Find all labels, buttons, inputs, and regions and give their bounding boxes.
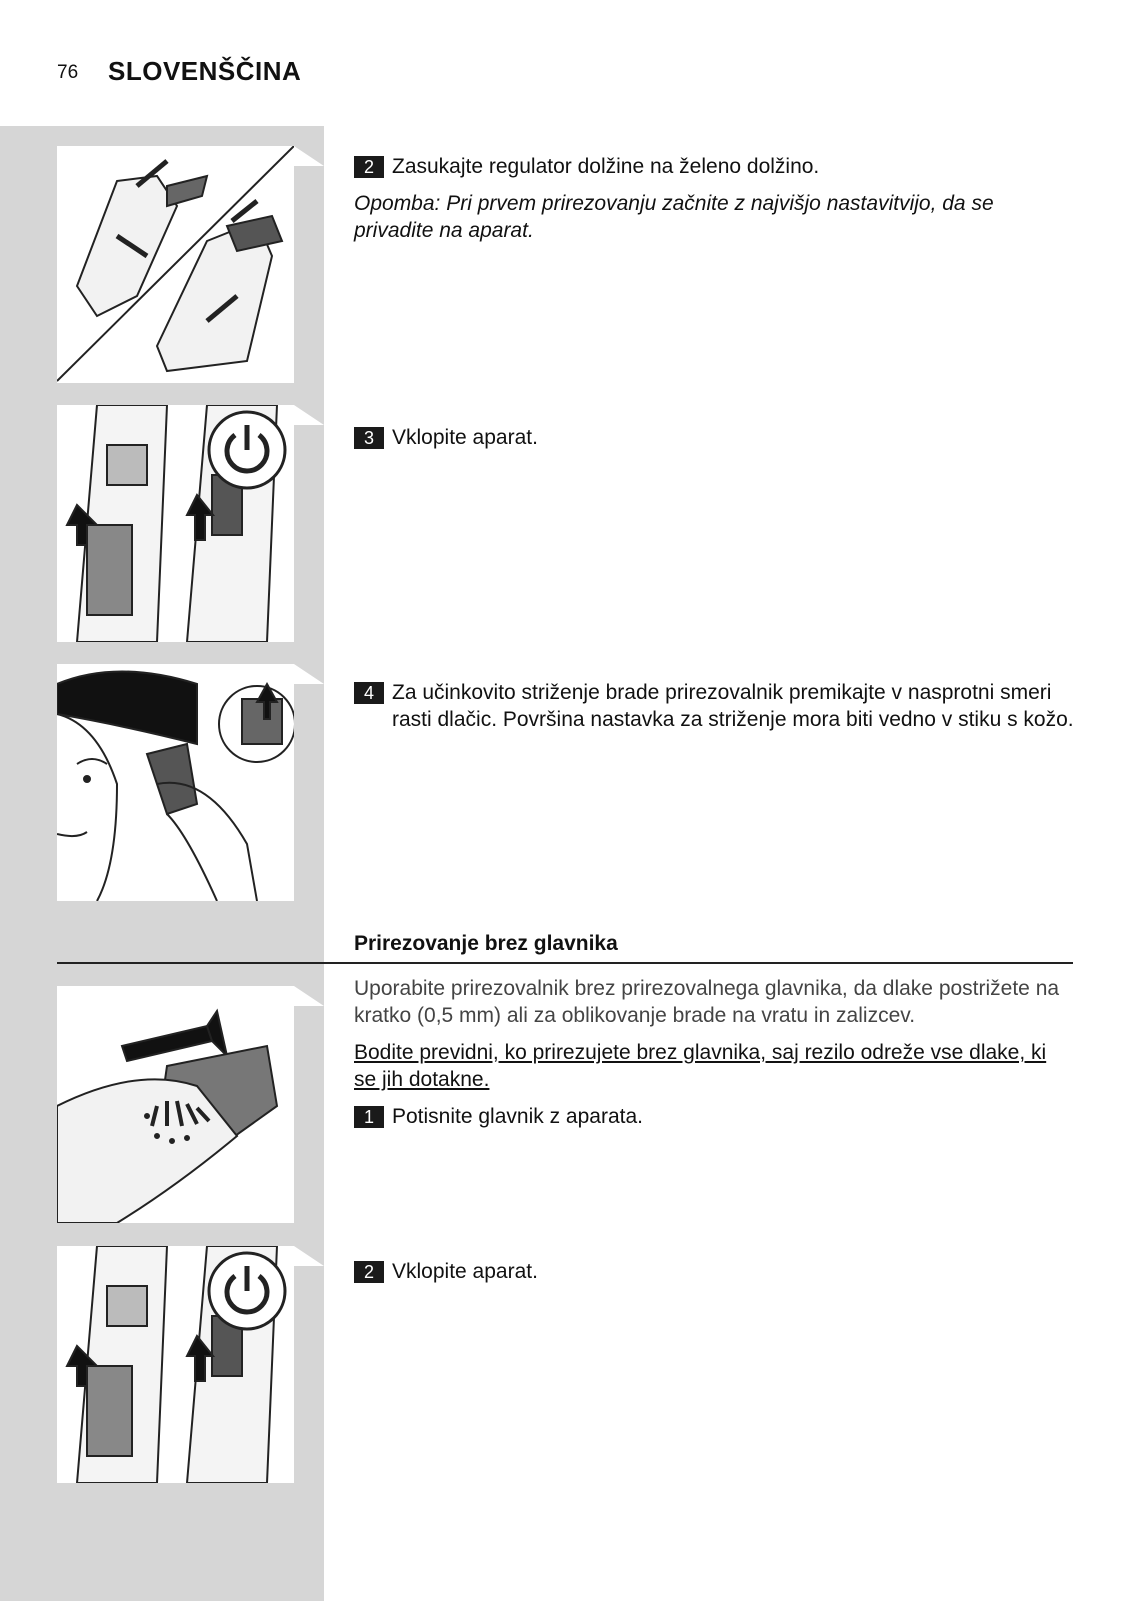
section-title: SLOVENŠČINA [108, 56, 302, 86]
step-block-switch-on [354, 424, 1074, 451]
step-item [354, 1258, 1074, 1285]
illustration-beard-trimming [57, 664, 294, 901]
step-text: Potisnite glavnik z aparata. [392, 1105, 643, 1128]
page-number: 76 [57, 62, 79, 83]
section-divider [57, 962, 1073, 964]
section-intro: Uporabite prirezovalnik brez prirezovalnega glavnika, da dlake postrižete na kratko (0,5 mm) ali za oblikovanje brade na vratu in zalizcev. [354, 977, 1060, 1027]
pointer-arrow-4 [294, 986, 324, 1026]
step-item [354, 153, 1074, 180]
step-note: Opomba: Pri prvem prirezovanju začnite z najvišjo nastavitvijo, da se privadite na aparat. [354, 192, 994, 242]
section-body [354, 975, 1074, 1130]
step-item [354, 679, 1074, 733]
step-block-beard [354, 679, 1074, 733]
step-block-switch-on-2 [354, 1258, 1074, 1285]
illustration-length-adjust [57, 146, 294, 383]
illustration-remove-comb [57, 986, 294, 1223]
step-item [354, 1103, 1074, 1130]
section-heading: Prirezovanje brez glavnika [354, 932, 618, 955]
illustration-switch-on-2 [57, 1246, 294, 1483]
pointer-arrow-3 [294, 664, 324, 704]
step-number: 4 [354, 682, 384, 704]
step-number: 1 [354, 1106, 384, 1128]
pointer-arrow-5 [294, 1246, 324, 1286]
step-text: Vklopite aparat. [392, 1260, 538, 1283]
illustration-switch-on [57, 405, 294, 642]
step-block-length [354, 153, 1074, 244]
step-text: Za učinkovito striženje brade prirezovalnik premikajte v nasprotni smeri rasti dlačic. Površina nastavka za striženje mora biti vedno v stiku s kožo. [392, 681, 1074, 731]
step-number: 2 [354, 156, 384, 178]
step-text: Zasukajte regulator dolžine na želeno dolžino. [392, 155, 820, 178]
step-item [354, 424, 1074, 451]
step-number: 2 [354, 1261, 384, 1283]
section-warning: Bodite previdni, ko prirezujete brez glavnika, saj rezilo odreže vse dlake, ki se jih dotakne. [354, 1041, 1047, 1091]
pointer-arrow-1 [294, 146, 324, 186]
step-number: 3 [354, 427, 384, 449]
step-text: Vklopite aparat. [392, 426, 538, 449]
pointer-arrow-2 [294, 405, 324, 445]
